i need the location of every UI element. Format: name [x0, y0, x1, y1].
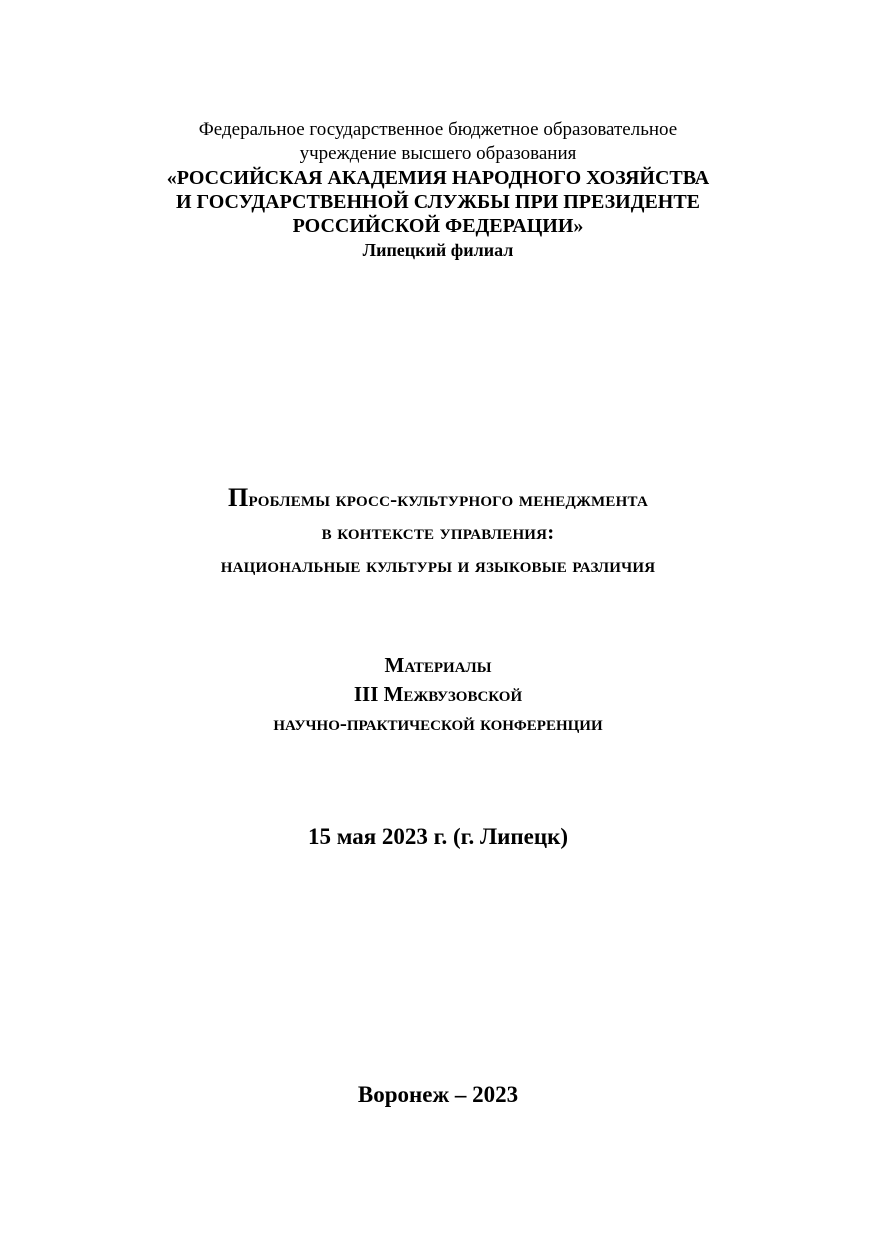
- header-line-2: учреждение высшего образования: [299, 143, 577, 164]
- title-initial-letter: П: [228, 483, 249, 512]
- date-text: 15 мая 2023 г. (г. Липецк): [307, 824, 569, 849]
- conference-date: [0, 820, 876, 854]
- conference-title: [0, 481, 876, 582]
- city-year: Воронеж – 2023: [357, 1082, 519, 1107]
- header-line-1: Федеральное государственное бюджетное образовательное: [198, 119, 678, 140]
- title-line-3: национальные культуры и языковые различия: [220, 553, 656, 577]
- branch-name: Липецкий филиал: [362, 240, 514, 260]
- publication-footer: [0, 1078, 876, 1112]
- materials-line-3: научно-практической конференции: [273, 711, 603, 735]
- title-line-1-rest: роблемы кросс-культурного менеджмента: [248, 487, 648, 511]
- institution-header: [0, 118, 876, 262]
- materials-line-1: Материалы: [384, 653, 492, 677]
- materials-heading: [0, 651, 876, 738]
- academy-name-line-1: «РОССИЙСКАЯ АКАДЕМИЯ НАРОДНОГО ХОЗЯЙСТВА: [166, 167, 710, 189]
- title-line-1: [0, 481, 876, 516]
- academy-name-line-2: И ГОСУДАРСТВЕННОЙ СЛУЖБЫ ПРИ ПРЕЗИДЕНТЕ: [175, 191, 701, 213]
- title-line-2: в контексте управления:: [321, 520, 555, 544]
- materials-line-2: III Межвузовской: [353, 682, 523, 706]
- academy-name-line-3: РОССИЙСКОЙ ФЕДЕРАЦИИ»: [292, 215, 584, 237]
